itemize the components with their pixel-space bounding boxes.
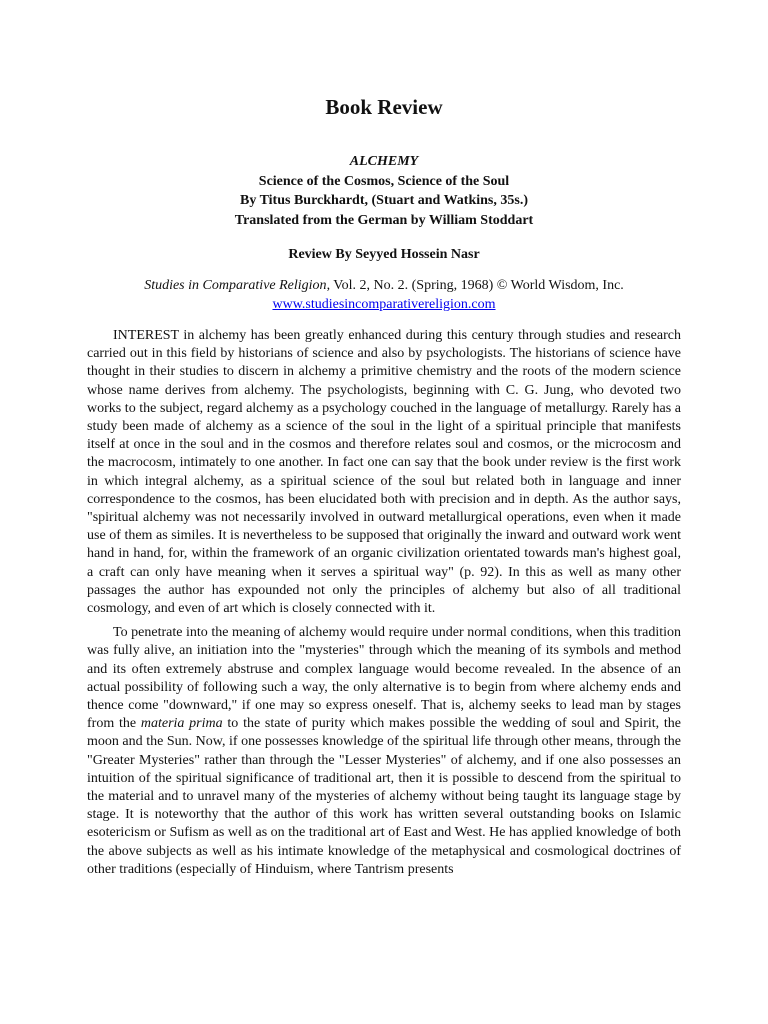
citation <box>0 276 768 314</box>
paragraph-2 <box>87 624 681 879</box>
citation-line <box>0 276 768 295</box>
book-subtitle: Science of the Cosmos, Science of the Soul <box>258 173 510 189</box>
website-link[interactable]: www.studiesincomparativereligion.com <box>272 297 496 312</box>
paragraph-1: INTEREST in alchemy has been greatly enhanced during this century through studies and research carried out in this field by historians of science and also by psychologists. The historians of science have thought in their studies to discern in alchemy a primitive chemistry and the roots of the modern science whose name derives from alchemy. The psychologists, beginning with C. G. Jung, who devoted two works to the subject, regard alchemy as a psychology couched in the language of metallurgy. Rarely has a study been made of alchemy as a science of the soul in the light of a spiritual principle that manifests itself at once in the soul and in the cosmos and therefore relates soul and cosmos, or the microcosm and the macrocosm, intimately to one another. In fact one can say that the book under review is the first work in which integral alchemy, as a spiritual science of the soul but related both in language and inner correspondence to the cosmos, has been elucidated both with precision and in depth. As the author says, "spiritual alchemy was not necessarily involved in outward metallurgical operations, even when it made use of them as similes. It is nevertheless to be supposed that originally the inward and outward work went hand in hand, for, within the framework of an organic civilization orientated towards man's highest goal, a craft can only have meaning when it serves a spiritual way" (p. 92). In this as well as many other passages the author has expounded not only the principles of alchemy but also of all traditional cosmology, and even of art which is closely connected with it. <box>87 328 681 617</box>
reviewer-byline: Review By Seyyed Hossein Nasr <box>288 247 480 262</box>
paragraph-2-end: to the state of purity which makes possible the wedding of soul and Spirit, the moon and the Sun. Now, if one possesses knowledge of the spiritual life through other means, through the "Greater Mysteries" rather than through the "Lesser Mysteries" of alchemy, and if one also possesses an intuition of the spiritual significance of traditional art, then it is possible to descend from the spiritual to the material and to unravel many of the mysteries of alchemy without being taught its language stage by stage. It is noteworthy that the author of this work has written several outstanding books on Islamic esotericism or Sufism as well as on the traditional art of East and West. He has applied knowledge of both the above subjects as well as his intimate knowledge of the metaphysical and cosmological doctrines of other traditions (especially of Hinduism, where Tantrism presents <box>87 716 682 877</box>
paragraph-2-emphasis: materia prima <box>140 716 223 732</box>
book-info <box>0 152 768 230</box>
page-title: Book Review <box>325 95 443 119</box>
book-author: By Titus Burckhardt, (Stuart and Watkins, 35s.) <box>240 193 528 208</box>
journal-name: Studies in Comparative Religion <box>144 278 327 293</box>
paragraph-2-start: To penetrate into the meaning of alchemy would require under normal conditions, when this tradition was fully alive, an initiation into the "mysteries" through which the meaning of its symbols and method and its often extremely abstruse and complex language would become revealed. In the absence of an actual possibility of following such a way, the only alternative is to begin from where alchemy ends and thence come "downward," if one may so express oneself. That is, alchemy seeks to lead man by stages from the <box>87 625 681 732</box>
review-body <box>87 327 681 879</box>
book-translator: Translated from the German by William Stoddart <box>234 212 534 228</box>
citation-details: , Vol. 2, No. 2. (Spring, 1968) © World Wisdom, Inc. <box>326 278 624 293</box>
book-title: ALCHEMY <box>349 154 419 169</box>
